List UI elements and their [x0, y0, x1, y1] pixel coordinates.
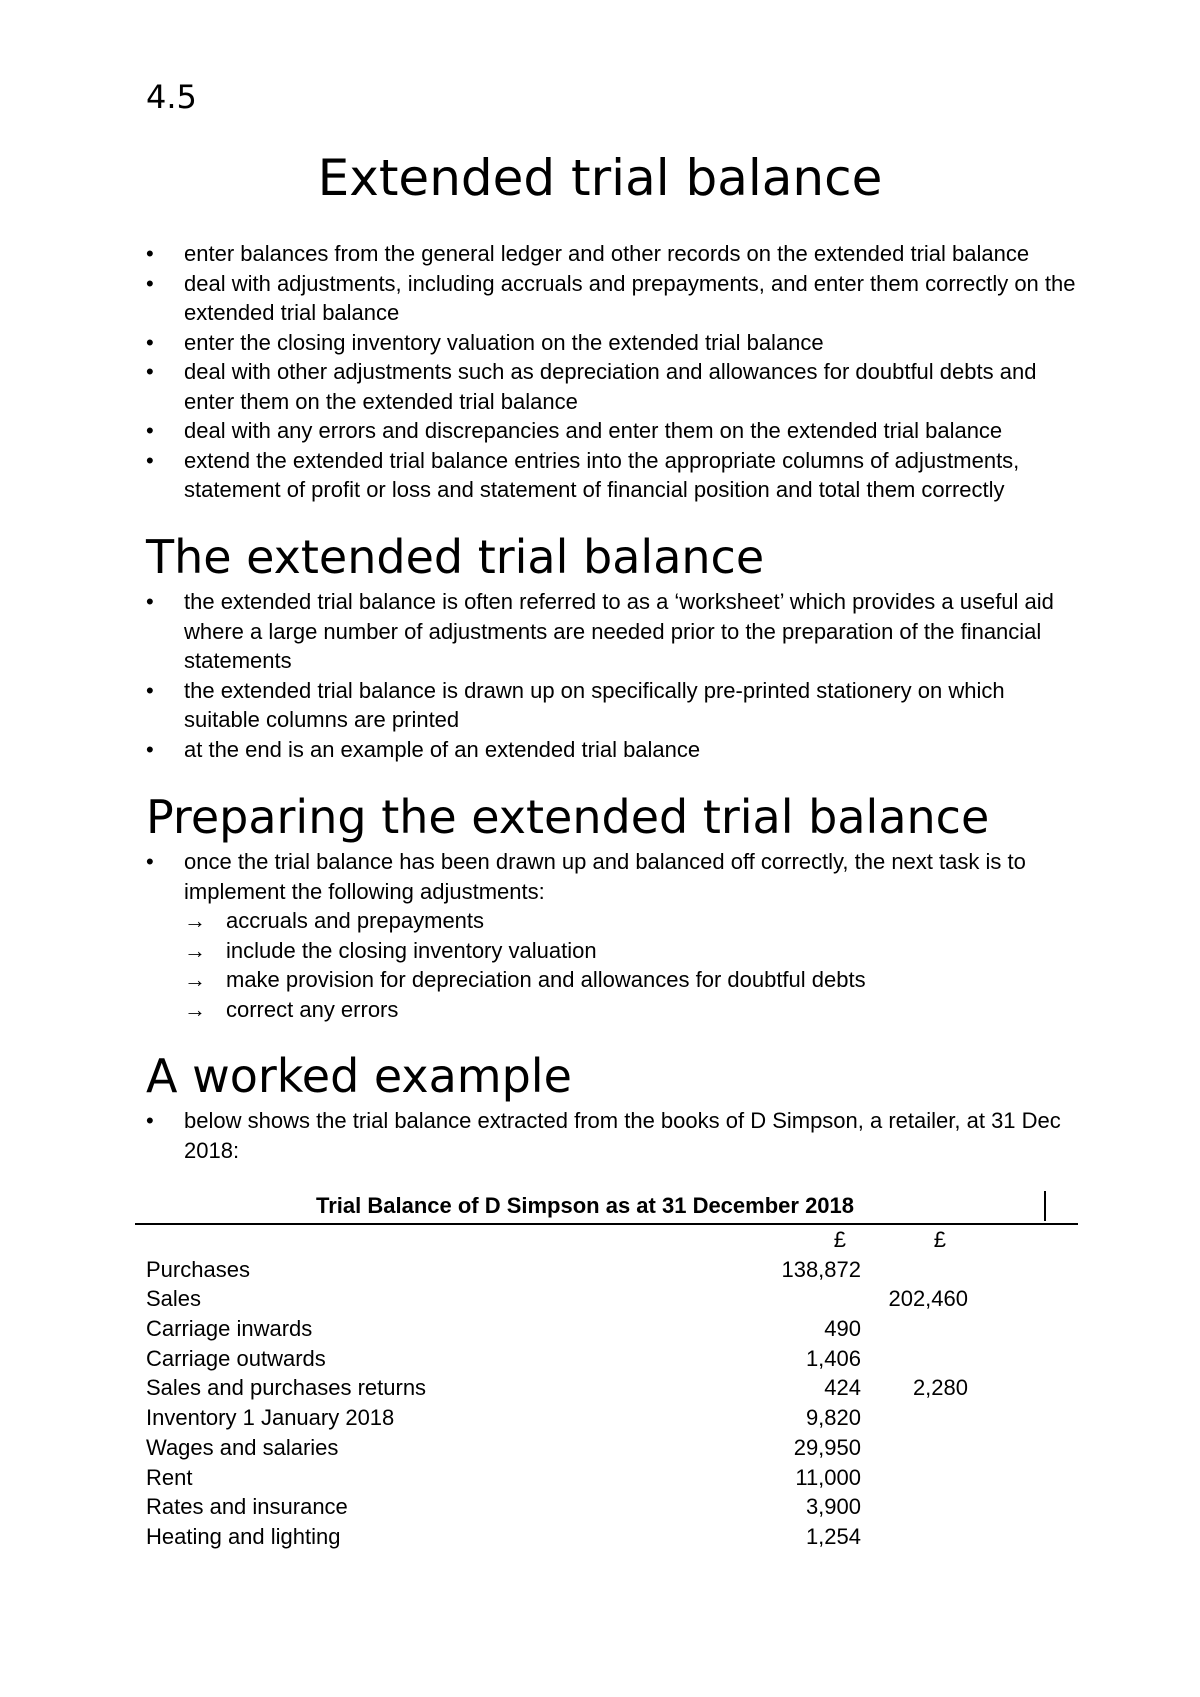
account-name: Rates and insurance [146, 1494, 348, 1520]
table-row [135, 1373, 1078, 1403]
section2-list [146, 847, 1086, 1024]
list-item [146, 416, 1086, 446]
bullet-icon: • [146, 241, 154, 266]
adjustments-list [184, 906, 1086, 1024]
list-item [146, 847, 1086, 1024]
sub-item-text: include the closing inventory valuation [226, 937, 597, 963]
list-item [184, 995, 1086, 1025]
list-item [146, 735, 1086, 765]
objective-text: deal with other adjustments such as depreciation and allowances for doubtful debts and enter them on the extended trial balance [184, 359, 1037, 414]
list-item [146, 1106, 1086, 1165]
section3-list [146, 1106, 1086, 1165]
bullet-icon: • [146, 329, 154, 355]
table-row [135, 1284, 1078, 1314]
table-row [135, 1522, 1078, 1552]
column-divider [1044, 1191, 1046, 1221]
table-row [135, 1255, 1078, 1285]
objective-text: enter the closing inventory valuation on the extended trial balance [184, 329, 824, 355]
list-item [146, 269, 1086, 328]
credit-value: 2,280 [912, 1375, 968, 1401]
bullet-text: the extended trial balance is drawn up on specifically pre-printed stationery on which suitable columns are printed [184, 677, 1005, 732]
currency-header-row [135, 1225, 1078, 1255]
arrow-icon: → [184, 908, 206, 933]
chapter-number: 4.5 [146, 78, 197, 116]
account-name: Heating and lighting [146, 1523, 341, 1549]
objective-text: deal with any errors and discrepancies and enter them on the extended trial balance [184, 418, 1003, 443]
debit-value: 29,950 [793, 1434, 861, 1460]
bullet-icon: • [146, 270, 154, 296]
arrow-icon: → [184, 996, 206, 1022]
bullet-icon: • [146, 589, 154, 614]
account-name: Sales and purchases returns [146, 1375, 427, 1401]
account-name: Rent [146, 1464, 193, 1490]
debit-value: 1,406 [805, 1345, 861, 1371]
account-name: Wages and salaries [146, 1434, 339, 1460]
account-name: Carriage outwards [146, 1345, 326, 1371]
bullet-icon: • [146, 849, 154, 874]
list-item [146, 676, 1086, 735]
table-row [135, 1314, 1078, 1344]
account-name: Sales [146, 1286, 202, 1312]
page-title: Extended trial balance [317, 149, 883, 207]
bullet-icon: • [146, 736, 154, 762]
debit-value: 1,254 [805, 1523, 861, 1549]
bullet-icon: • [146, 359, 154, 384]
credit-currency: £ [933, 1227, 946, 1252]
debit-value: 138,872 [781, 1256, 861, 1282]
account-name: Purchases [146, 1256, 250, 1282]
list-item [184, 936, 1086, 966]
list-item [146, 446, 1086, 505]
bullet-icon: • [146, 447, 154, 473]
objectives-list [146, 239, 1086, 505]
table-row [135, 1344, 1078, 1374]
debit-value: 424 [824, 1375, 861, 1401]
debit-currency: £ [833, 1227, 846, 1252]
trial-balance-title: Trial Balance of D Simpson as at 31 December 2018 [315, 1193, 855, 1218]
bullet-icon: • [146, 677, 154, 703]
objective-text: extend the extended trial balance entries into the appropriate columns of adjustments, statement of profit or loss and statement of financial position and total them correctly [184, 447, 1020, 502]
list-item [146, 239, 1086, 269]
section-heading-worked-example: A worked example [146, 1049, 572, 1103]
list-item [146, 357, 1086, 416]
list-item [146, 587, 1086, 676]
account-name: Carriage inwards [146, 1316, 313, 1342]
table-row [135, 1403, 1078, 1433]
arrow-icon: → [184, 937, 206, 963]
section-heading-extended-trial-balance: The extended trial balance [146, 530, 765, 584]
account-name: Inventory 1 January 2018 [146, 1405, 395, 1431]
sub-item-text: accruals and prepayments [226, 908, 485, 933]
table-row [135, 1433, 1078, 1463]
objective-text: deal with adjustments, including accruals and prepayments, and enter them correctly on the extended trial balance [184, 270, 1076, 325]
trial-balance-table [135, 1189, 1078, 1552]
bullet-icon: • [146, 1108, 154, 1133]
debit-value: 9,820 [805, 1405, 861, 1431]
debit-value: 490 [824, 1316, 861, 1342]
table-row [135, 1463, 1078, 1493]
sub-item-text: make provision for depreciation and allowances for doubtful debts [226, 967, 866, 992]
bullet-text: once the trial balance has been drawn up and balanced off correctly, the next task is to implement the following adjustments: [184, 849, 1026, 904]
section1-list [146, 587, 1086, 764]
bullet-text: at the end is an example of an extended trial balance [184, 736, 701, 762]
credit-value: 202,460 [888, 1286, 968, 1312]
sub-item-text: correct any errors [226, 996, 399, 1022]
debit-value: 3,900 [805, 1494, 861, 1520]
bullet-icon: • [146, 418, 154, 443]
objective-text: enter balances from the general ledger and other records on the extended trial balance [184, 241, 1030, 266]
section-heading-preparing: Preparing the extended trial balance [146, 790, 990, 844]
list-item [184, 965, 1086, 995]
table-row [135, 1492, 1078, 1522]
list-item [184, 906, 1086, 936]
list-item [146, 328, 1086, 358]
arrow-icon: → [184, 967, 206, 992]
bullet-text: below shows the trial balance extracted from the books of D Simpson, a retailer, at 31 Dec 2018: [184, 1108, 1061, 1163]
trial-balance-title-row [135, 1189, 1078, 1225]
bullet-text: the extended trial balance is often referred to as a ‘worksheet’ which provides a useful aid where a large number of adjustments are needed prior to the preparation of the financial statements [184, 589, 1054, 673]
debit-value: 11,000 [795, 1464, 861, 1490]
